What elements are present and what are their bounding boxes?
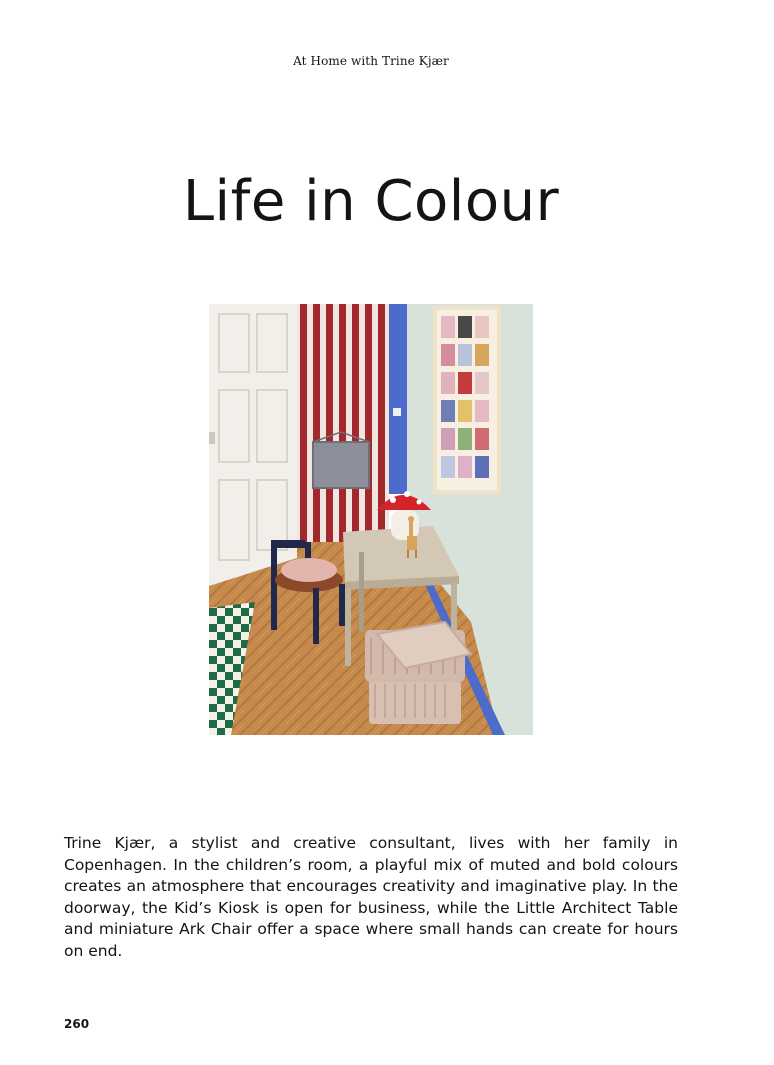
article-body: Trine Kjær, a stylist and creative consultant, lives with her family in Copenhagen. In the children’s room, a playful mix of muted and bold colours creates an atmosphere that encourages creativity and imaginative play. In the doorway, the Kid’s Kiosk is open for business, while the Little Architect Table and miniature Ark Chair offer a space where small hands can create for hours on end. [64,834,678,960]
article-photo [209,304,533,735]
kiosk-striped-curtain [285,304,389,542]
storage-boxes [365,622,471,724]
wall-art-poster [433,306,501,494]
blue-door-frame [389,304,407,494]
running-head: At Home with Trine Kjær [293,54,449,68]
page-number: 260 [64,1017,90,1031]
article-title: Life in Colour [182,169,560,234]
